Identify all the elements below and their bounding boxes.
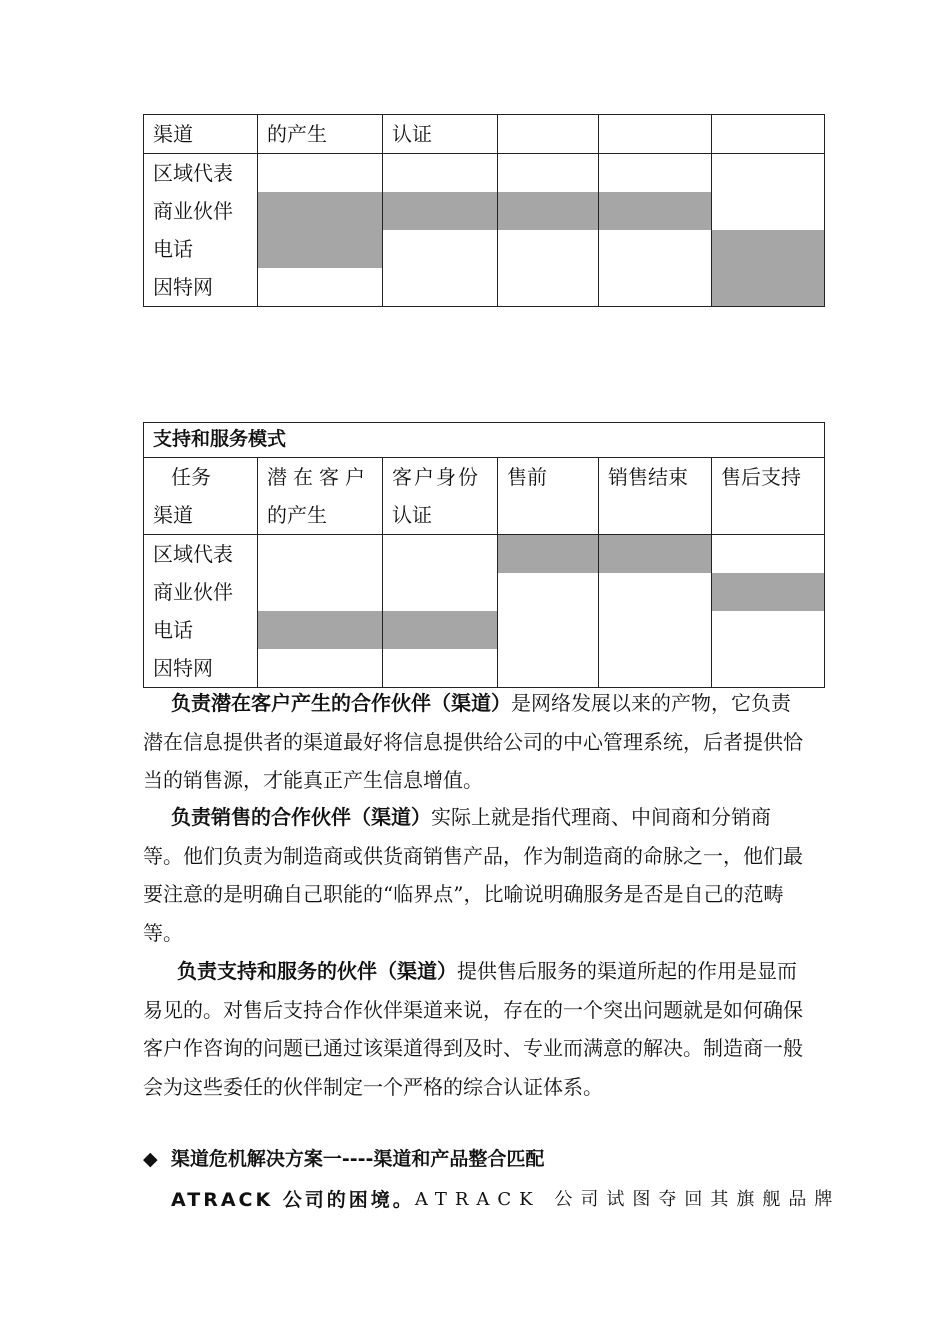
matrix-cell <box>498 154 599 307</box>
paragraph-heading: 负责支持和服务的伙伴（渠道） <box>177 959 457 983</box>
paragraph-body: 是网络发展以来的产物，它负责潜在信息提供者的渠道最好将信息提供给公司的中心管理系统，后者提供恰当的销售源，才能真正产生信息增值。 <box>143 691 803 792</box>
column-header <box>258 458 383 535</box>
row-label-internet: 因特网 <box>153 656 213 680</box>
matrix-cell <box>599 154 712 307</box>
paragraph-body: 实际上就是指代理商、中间商和分销商等。他们负责为制造商或供货商销售产品，作为制造商的命脉之一，他们最要注意的是明确自己职能的“临界点”，比喻说明确服务是否是自己的范畴等。 <box>143 805 803 945</box>
section-heading <box>143 1140 544 1178</box>
shaded-block <box>599 192 711 230</box>
shaded-block <box>498 535 598 573</box>
shaded-block <box>383 611 497 649</box>
header-line: 客户身份 <box>392 465 480 489</box>
row-label-phone: 电话 <box>153 618 193 642</box>
case-text: ATRACK 公司试图夺回其旗舰品牌 <box>414 1189 841 1210</box>
row-label-business-partner: 商业伙伴 <box>153 580 233 604</box>
table-header-cell: 的产生 <box>258 115 383 154</box>
shaded-block <box>383 192 497 230</box>
case-intro-line <box>171 1181 841 1219</box>
shaded-block <box>712 573 824 611</box>
matrix-cell <box>258 154 383 307</box>
header-line: 认证 <box>392 503 432 527</box>
paragraph-heading: 负责销售的合作伙伴（渠道） <box>171 805 431 829</box>
table-header-cell: 认证 <box>383 115 498 154</box>
matrix-cell <box>383 154 498 307</box>
case-title: ATRACK 公司的困境。 <box>171 1189 415 1211</box>
diamond-bullet-icon: ◆ <box>143 1148 158 1170</box>
matrix-cell <box>383 535 498 688</box>
paragraph-body: 提供售后服务的渠道所起的作用是显而易见的。对售后支持合作伙伴渠道来说，存在的一个突出问题就是如何确保客户作咨询的问题已通过该渠道得到及时、专业而满意的解决。制造商一般会为这些委任的伙伴制定一个严格的综合认证体系。 <box>143 959 803 1099</box>
paragraph-support-partners <box>143 952 810 1106</box>
row-label-phone: 电话 <box>153 237 193 261</box>
column-header: 售后支持 <box>712 458 825 535</box>
table-header-cell: 渠道 <box>144 115 258 154</box>
channel-labels <box>144 154 258 307</box>
shaded-block <box>712 230 824 306</box>
paragraph-sales-partners <box>143 798 810 952</box>
header-channel: 渠道 <box>153 503 193 527</box>
row-label-regional-rep: 区域代表 <box>153 161 233 185</box>
channel-labels <box>144 535 258 688</box>
shaded-block <box>498 192 598 230</box>
row-label-business-partner: 商业伙伴 <box>153 199 233 223</box>
header-line: 潜在客户 <box>267 465 371 489</box>
row-label-internet: 因特网 <box>153 275 213 299</box>
column-header <box>383 458 498 535</box>
matrix-cell <box>599 535 712 688</box>
matrix-cell <box>712 535 825 688</box>
table-header-cell <box>498 115 599 154</box>
shaded-block <box>258 192 382 268</box>
corner-header <box>144 458 258 535</box>
channel-table-continued <box>143 114 825 307</box>
table-header-cell <box>599 115 712 154</box>
shaded-block <box>258 611 382 649</box>
header-line: 的产生 <box>267 503 327 527</box>
header-task: 任务 <box>171 465 211 489</box>
paragraph-heading: 负责潜在客户产生的合作伙伴（渠道） <box>171 691 511 715</box>
matrix-cell <box>258 535 383 688</box>
section-heading-text: 渠道危机解决方案一----渠道和产品整合匹配 <box>170 1148 545 1170</box>
paragraph-lead-partners <box>143 684 810 800</box>
table-title: 支持和服务模式 <box>144 423 825 458</box>
matrix-cell <box>498 535 599 688</box>
shaded-block <box>599 535 711 573</box>
column-header: 销售结束 <box>599 458 712 535</box>
matrix-cell <box>712 154 825 307</box>
row-label-regional-rep: 区域代表 <box>153 542 233 566</box>
support-service-table <box>143 422 825 688</box>
column-header: 售前 <box>498 458 599 535</box>
table-header-cell <box>712 115 825 154</box>
